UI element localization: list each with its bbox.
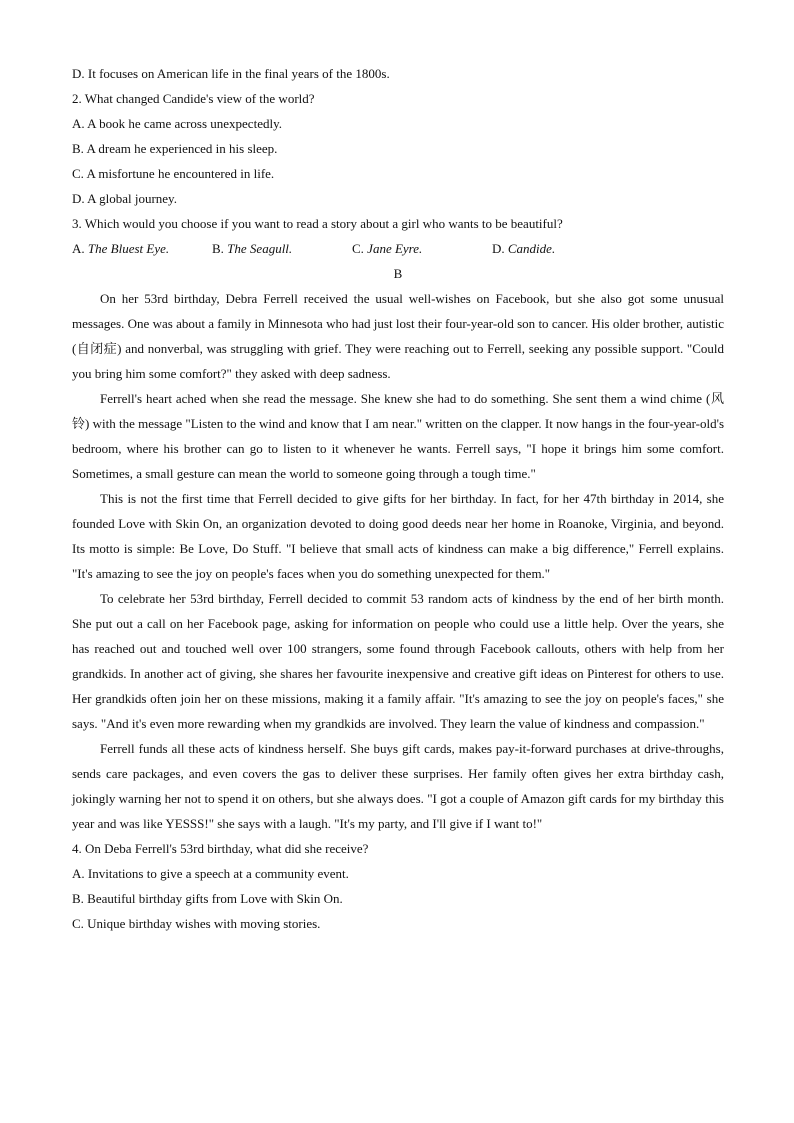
q3-option-d [492,236,632,261]
q4-option-a: A. Invitations to give a speech at a community event. [72,866,349,881]
q4-option-b: B. Beautiful birthday gifts from Love with Skin On. [72,891,343,906]
q3-option-b-title: The Seagull. [227,241,293,256]
passage-paragraph-3: This is not the first time that Ferrell decided to give gifts for her birthday. In fact, for her 47th birthday in 2014, she founded Love with Skin On, an organization devoted to doing good deeds near her home in Roanoke, Virginia, and beyond. Its motto is simple: Be Love, Do Stuff. "I believe that small acts of kindness can make a big difference," Ferrell explains. "It's amazing to see the joy on people's faces when you do something unexpected for them." [72,491,724,581]
q3-option-c [352,236,492,261]
q3-option-b [212,236,352,261]
document-page [72,61,724,936]
q3-question: 3. Which would you choose if you want to read a story about a girl who wants to be beautiful? [72,216,563,231]
q3-option-a [72,236,212,261]
q3-option-c-title: Jane Eyre. [367,241,423,256]
passage-paragraph-4: To celebrate her 53rd birthday, Ferrell decided to commit 53 random acts of kindness by the end of her birth month. She put out a call on her Facebook page, asking for information on people who could use a little help. Over the years, she has reached out and touched well over 100 strangers, some found through Facebook callouts, others with help from her grandkids. In another act of giving, she shares her favourite inexpensive and creative gift ideas on Pinterest for others to use. Her grandkids often join her on these missions, making it a family affair. "It's amazing to see the joy on people's faces," she says. "And it's even more rewarding when my grandkids are involved. They learn the value of kindness and compassion." [72,591,724,731]
passage-paragraph-2: Ferrell's heart ached when she read the message. She knew she had to do something. She sent them a wind chime (风铃) with the message "Listen to the wind and know that I am near." written on the clapper. It now hangs in the four-year-old's bedroom, where his brother can go to listen to it whenever he wants. Ferrell says, "I hope it brings him some comfort. Sometimes, a small gesture can mean the world to someone going through a tough time." [72,391,724,481]
q2-option-c: C. A misfortune he encountered in life. [72,166,275,181]
passage-paragraph-5: Ferrell funds all these acts of kindness herself. She buys gift cards, makes pay-it-forward purchases at drive-throughs, sends care packages, and even covers the gas to deliver these surprises. Her family often gives her extra birthday cash, jokingly warning her not to spend it on others, but she always does. "I got a couple of Amazon gift cards for my birthday this year and was like YESSS!" she says with a laugh. "It's my party, and I'll give if I want to!" [72,741,724,831]
q2-option-d: D. A global journey. [72,191,177,206]
q4-option-c: C. Unique birthday wishes with moving stories. [72,916,321,931]
q3-option-a-title: The Bluest Eye. [87,241,170,256]
passage-paragraph-1: On her 53rd birthday, Debra Ferrell received the usual well-wishes on Facebook, but she also got some unusual messages. One was about a family in Minnesota who had just lost their four-year-old son to cancer. His older brother, autistic (自闭症) and nonverbal, was struggling with grief. They were reaching out to Ferrell, seeking any possible support. "Could you bring him some comfort?" they asked with deep sadness. [72,291,724,381]
q3-option-d-title: Candide. [507,241,556,256]
q3-option-d-label: D. [492,241,508,256]
q3-option-b-label: B. [212,241,228,256]
q3-options [72,236,724,261]
q4-question: 4. On Deba Ferrell's 53rd birthday, what did she receive? [72,841,369,856]
q2-question: 2. What changed Candide's view of the world? [72,91,315,106]
q2-option-b: B. A dream he experienced in his sleep. [72,141,278,156]
q1-option-d: D. It focuses on American life in the final years of the 1800s. [72,66,390,81]
q2-option-a: A. A book he came across unexpectedly. [72,116,282,131]
q3-option-a-label: A. [72,241,88,256]
section-b-heading: B [393,266,403,281]
q3-option-c-label: C. [352,241,368,256]
